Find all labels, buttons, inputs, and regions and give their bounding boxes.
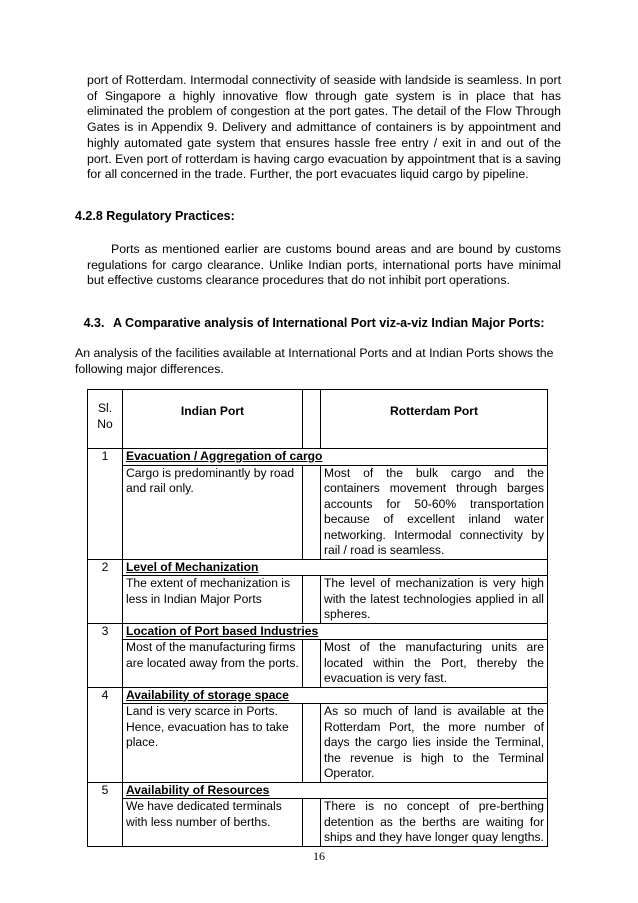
row-category: Evacuation / Aggregation of cargo bbox=[123, 449, 548, 466]
intro-paragraph: port of Rotterdam. Intermodal connectivity of seaside with landside is seamless. In port of Singapore a highly innovative flow through gate system is in place that has eliminated the problem of congestion at the port gates. The detail of the Flow Through Gates is in Appendix 9. Delivery and admittance of containers is by appointment and highly automated gate system that ensures hassle free entry / exit in and out of the port. Even port of rotterdam is having cargo evacuation by appointment that is a saving for all concerned in the trade. Further, the port evacuates liquid cargo by pipeline. bbox=[87, 73, 561, 182]
row-category: Availability of Resources bbox=[123, 782, 548, 799]
table-row bbox=[88, 576, 548, 624]
row-number: 1 bbox=[88, 449, 123, 560]
spacer-cell bbox=[303, 704, 321, 783]
header-rotterdam-port: Rotterdam Port bbox=[321, 390, 548, 449]
table-header-row bbox=[88, 390, 548, 449]
indian-port-cell: The extent of mechanization is less in Indian Major Ports bbox=[123, 576, 303, 624]
indian-port-cell: Cargo is predominantly by road and rail only. bbox=[123, 465, 303, 559]
header-indian-port: Indian Port bbox=[123, 390, 303, 449]
section-4-3-title: A Comparative analysis of International Port viz-a-viz Indian Major Ports: bbox=[113, 316, 545, 330]
category-row bbox=[88, 559, 548, 576]
comparison-table bbox=[87, 389, 548, 847]
category-row bbox=[88, 623, 548, 640]
spacer-cell bbox=[303, 465, 321, 559]
row-category: Location of Port based Industries bbox=[123, 623, 548, 640]
table-row bbox=[88, 704, 548, 783]
row-category: Availability of storage space bbox=[123, 687, 548, 704]
section-4-3-number: 4.3. bbox=[83, 316, 105, 330]
spacer-cell bbox=[303, 576, 321, 624]
spacer-cell bbox=[303, 799, 321, 847]
indian-port-cell: Most of the manufacturing firms are located away from the ports. bbox=[123, 640, 303, 688]
header-sl-no: Sl. No bbox=[88, 390, 123, 449]
rotterdam-port-cell: The level of mechanization is very high with the latest technologies applied in all spheres. bbox=[321, 576, 548, 624]
section-4-2-8-heading: 4.2.8 Regulatory Practices: bbox=[75, 209, 235, 223]
row-number: 2 bbox=[88, 559, 123, 623]
spacer-cell bbox=[303, 640, 321, 688]
rotterdam-port-cell: Most of the bulk cargo and the containers movement through barges accounts for 50-60% transportation because of excellent inland water networking. Intermodal connectivity by rail / road is seamless. bbox=[321, 465, 548, 559]
page-number: 16 bbox=[313, 849, 325, 863]
row-number: 3 bbox=[88, 623, 123, 687]
row-category: Level of Mechanization bbox=[123, 559, 548, 576]
section-4-3-heading bbox=[75, 316, 545, 330]
table-row bbox=[88, 640, 548, 688]
section-4-2-8-body: Ports as mentioned earlier are customs bound areas and are bound by customs regulations for cargo clearance. Unlike Indian ports, international ports have minimal but effective customs clearance procedures that do not inhibit port operations. bbox=[87, 242, 561, 288]
row-number: 4 bbox=[88, 687, 123, 782]
category-row bbox=[88, 449, 548, 466]
indian-port-cell: We have dedicated terminals with less number of berths. bbox=[123, 799, 303, 847]
rotterdam-port-cell: As so much of land is available at the Rotterdam Port, the more number of days the cargo lies inside the Terminal, the revenue is high to the Terminal Operator. bbox=[321, 704, 548, 783]
table-row bbox=[88, 465, 548, 559]
category-row bbox=[88, 687, 548, 704]
category-row bbox=[88, 782, 548, 799]
indian-port-cell: Land is very scarce in Ports. Hence, evacuation has to take place. bbox=[123, 704, 303, 783]
row-number: 5 bbox=[88, 782, 123, 846]
rotterdam-port-cell: There is no concept of pre-berthing detention as the berths are waiting for ships and they have longer quay lengths. bbox=[321, 799, 548, 847]
section-4-3-body: An analysis of the facilities available at International Ports and at Indian Ports shows the following major differences. bbox=[75, 346, 554, 376]
table-row bbox=[88, 799, 548, 847]
header-spacer bbox=[303, 390, 321, 449]
rotterdam-port-cell: Most of the manufacturing units are located within the Port, thereby the evacuation is very fast. bbox=[321, 640, 548, 688]
